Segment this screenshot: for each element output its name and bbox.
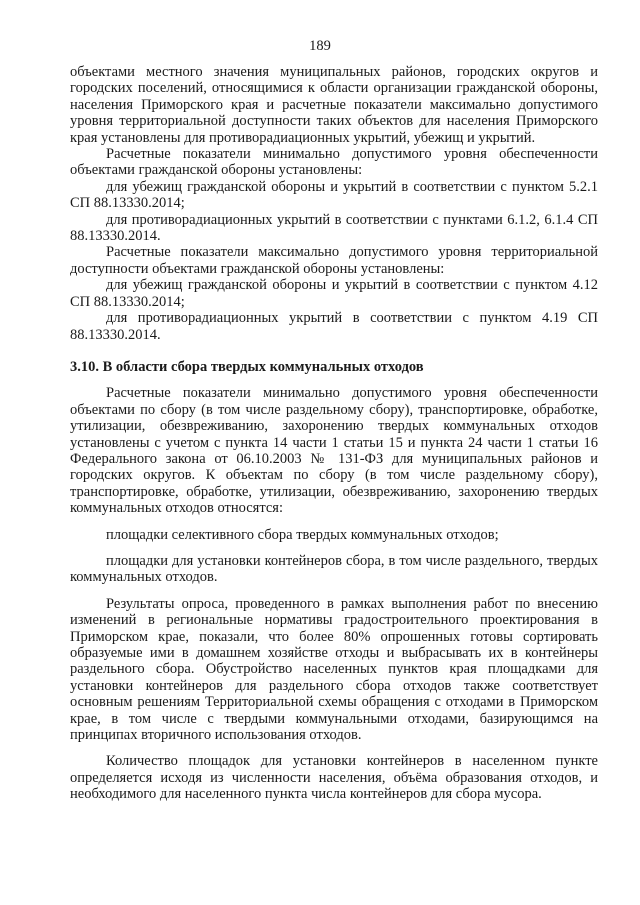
paragraph: Расчетные показатели минимально допустимого уровня обеспеченности объектами по сбору (в том числе раздельному сбору), транспортировке, обработке, утилизации, обезвреживанию, захоронению твердых коммунальных отходов установлены с учетом с пункта 14 части 1 статьи 15 и пункта 24 части 1 статьи 16 Федерального закона от 06.10.2003 № 131-ФЗ для муниципальных районов и городских округов. К объектам по сбору (в том числе раздельному сбору), транспортировке, обработке, утилизации, обезвреживанию, захоронению твердых коммунальных отходов относятся: <box>70 385 598 517</box>
paragraph: Расчетные показатели максимально допустимого уровня территориальной доступности объектами гражданской обороны установлены: <box>70 244 598 277</box>
paragraph: Расчетные показатели минимально допустимого уровня обеспеченности объектами гражданской обороны установлены: <box>70 146 598 179</box>
paragraph: для убежищ гражданской обороны и укрытий в соответствии с пунктом 5.2.1 СП 88.13330.2014; <box>70 178 598 212</box>
list-item: площадки селективного сбора твердых коммунальных отходов; <box>106 526 499 543</box>
paragraph-continuation: объектами местного значения муниципальных районов, городских округов и городских поселений, относящимися к области организации гражданской обороны, населения Приморского края и расчетные показатели максимально допустимого уровня территориальной доступности таких объектов для населения Приморского края установлены для противорадиационных укрытий, убежищ и укрытий. <box>70 64 598 146</box>
paragraph: Результаты опроса, проведенного в рамках выполнения работ по внесению изменений в региональные нормативы градостроительного проектирования в Приморском крае, показали, что более 80% опрошенных готовы сортировать образуемые ими в домашнем хозяйстве отходы и выбрасывать их в контейнеры раздельного сбора. Обустройство населенных пунктов края площадками для установки контейнеров для раздельного сбора отходов также соответствует основным решениям Территориальной схемы обращения с отходами в Приморском крае, в том числе с твердыми коммунальными отходами, базирующимся на принципах вторичного использования отходов. <box>70 595 598 744</box>
paragraph: Количество площадок для установки контейнеров в населенном пункте определяется исходя из численности населения, объёма образования отходов, и необходимого для населенного пункта числа контейнеров для сбора мусора. <box>70 753 598 803</box>
paragraph: для противорадиационных укрытий в соответствии с пунктом 4.19 СП 88.13330.2014. <box>70 310 598 343</box>
paragraph: для убежищ гражданской обороны и укрытий в соответствии с пунктом 4.12 СП 88.13330.2014; <box>70 277 598 310</box>
page-number: 189 <box>309 38 331 54</box>
section-heading: 3.10. В области сбора твердых коммунальных отходов <box>70 358 424 375</box>
list-item: площадки для установки контейнеров сбора, в том числе раздельного, твердых коммунальных отходов. <box>70 552 598 586</box>
paragraph: для противорадиационных укрытий в соответствии с пунктами 6.1.2, 6.1.4 СП 88.13330.2014. <box>70 211 598 245</box>
page-body <box>70 64 598 803</box>
